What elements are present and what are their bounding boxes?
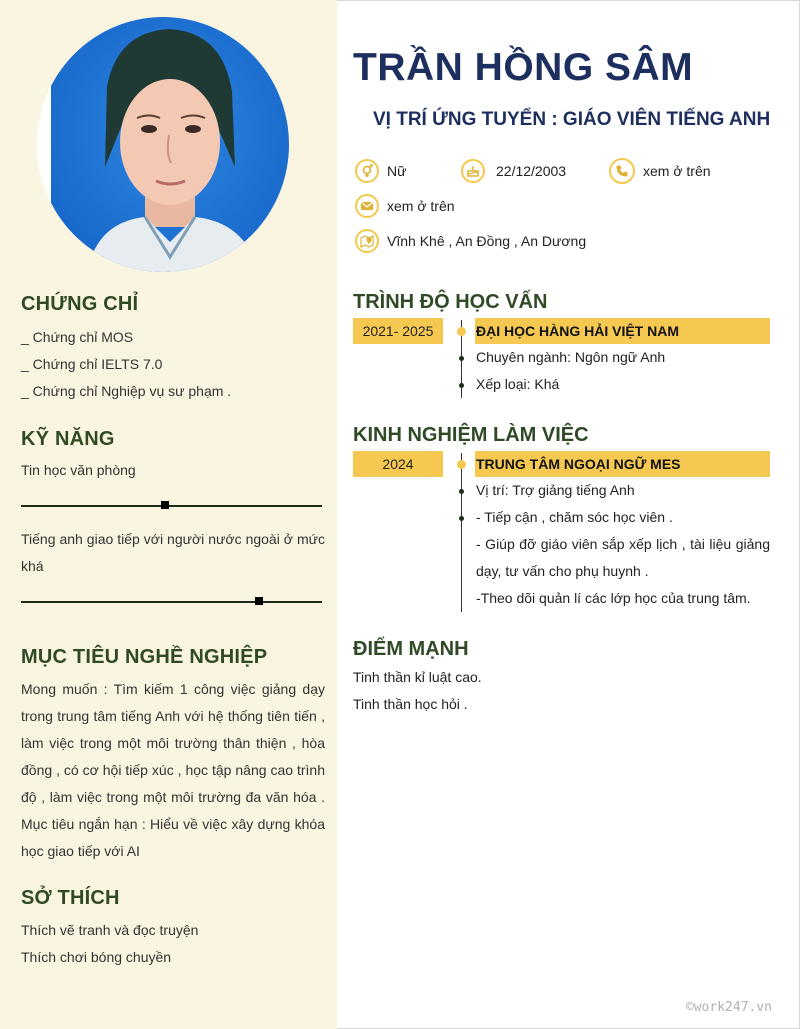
map-pin-icon (355, 229, 379, 253)
applied-position: VỊ TRÍ ỨNG TUYỂN : GIÁO VIÊN TIẾNG ANH (373, 109, 771, 130)
skill-level-bar (21, 601, 322, 603)
strengths-heading: ĐIỂM MẠNH (353, 638, 469, 660)
skill-name: Tin học văn phòng (21, 462, 136, 478)
career-goal-heading: MỤC TIÊU NGHỀ NGHIỆP (21, 646, 268, 668)
strength-item: Tinh thần học hỏi . (353, 696, 468, 712)
experience-period: 2024 (353, 451, 443, 477)
school-name: ĐẠI HỌC HÀNG HẢI VIỆT NAM (475, 318, 770, 344)
email-value: xem ở trên (387, 198, 455, 214)
career-goal-text (21, 676, 325, 865)
candidate-name: TRẦN HỒNG SÂM (353, 46, 694, 89)
education-period: 2021- 2025 (353, 318, 443, 344)
skills-heading: KỸ NĂNG (21, 428, 115, 450)
info-phone (609, 157, 711, 185)
birthday-cake-icon (461, 159, 485, 183)
certificate-item: _ Chứng chỉ MOS (21, 329, 134, 345)
education-heading: TRÌNH ĐỘ HỌC VẤN (353, 291, 548, 313)
hobbies-list (21, 917, 198, 971)
info-birthday (461, 157, 566, 185)
certificate-item: _ Chứng chỉ IELTS 7.0 (21, 356, 163, 372)
skill-level-marker (161, 501, 169, 509)
hobbies-heading: SỞ THÍCH (21, 887, 120, 909)
gender-value: Nữ (387, 163, 407, 179)
experience-task: - Tiếp cận , chăm sóc học viên . (476, 509, 673, 525)
education-rank: Xếp loại: Khá (476, 376, 560, 392)
skill-name: Tiếng anh giao tiếp với người nước ngoài ở mức khá (21, 531, 325, 574)
career-goal-short-term: Mục tiêu ngắn hạn : Hiểu về việc xây dựng khóa học giao tiếp với AI (21, 816, 325, 859)
hobby-item: Thích chơi bóng chuyền (21, 949, 172, 965)
timeline-dot (459, 383, 464, 388)
strength-item: Tinh thần kỉ luật cao. (353, 669, 482, 685)
company-name: TRUNG TÂM NGOẠI NGỮ MES (475, 451, 770, 477)
address-value: Vĩnh Khê , An Đồng , An Dương (387, 233, 587, 249)
hobby-item: Thích vẽ tranh và đọc truyện (21, 922, 199, 938)
envelope-icon (355, 194, 379, 218)
timeline-dot (457, 460, 466, 469)
experience-task: - Giúp đỡ giáo viên sắp xếp lịch , tài liệu giảng dạy, tư vấn cho phụ huynh . (476, 536, 770, 579)
profile-photo (37, 17, 289, 272)
education-major: Chuyên ngành: Ngôn ngữ Anh (476, 349, 666, 365)
experience-role: Vị trí: Trợ giảng tiếng Anh (476, 482, 635, 498)
skill-level-marker (255, 597, 263, 605)
timeline-dot (459, 489, 464, 494)
experience-heading: KINH NGHIỆM LÀM VIỆC (353, 424, 589, 446)
info-address (355, 227, 586, 255)
certificates-heading: CHỨNG CHỈ (21, 293, 139, 315)
birthday-value: 22/12/2003 (496, 163, 567, 179)
skill-level-bar (21, 505, 322, 507)
career-goal-long-term: Mong muốn : Tìm kiếm 1 công việc giảng dạy trong trung tâm tiếng Anh với hệ thống tiên tiến , làm việc trong một môi trường thân thiện , hòa đồng , có cơ hội tiếp xúc , học tập nâng cao trình độ , làm việc trong một môi trường đa văn hóa . (21, 681, 325, 805)
timeline-dot (459, 516, 464, 521)
timeline-dot (457, 327, 466, 336)
timeline-line (461, 453, 462, 612)
watermark: ©work247.vn (685, 1000, 772, 1015)
timeline-dot (459, 356, 464, 361)
info-email (355, 192, 455, 220)
experience-task: -Theo dõi quản lí các lớp học của trung tâm. (476, 590, 751, 606)
phone-icon (609, 158, 635, 184)
phone-value: xem ở trên (643, 163, 711, 179)
gender-icon (355, 159, 379, 183)
info-gender (355, 157, 406, 185)
certificates-list (21, 324, 231, 405)
certificate-item: _ Chứng chỉ Nghiệp vụ sư phạm . (21, 383, 232, 399)
